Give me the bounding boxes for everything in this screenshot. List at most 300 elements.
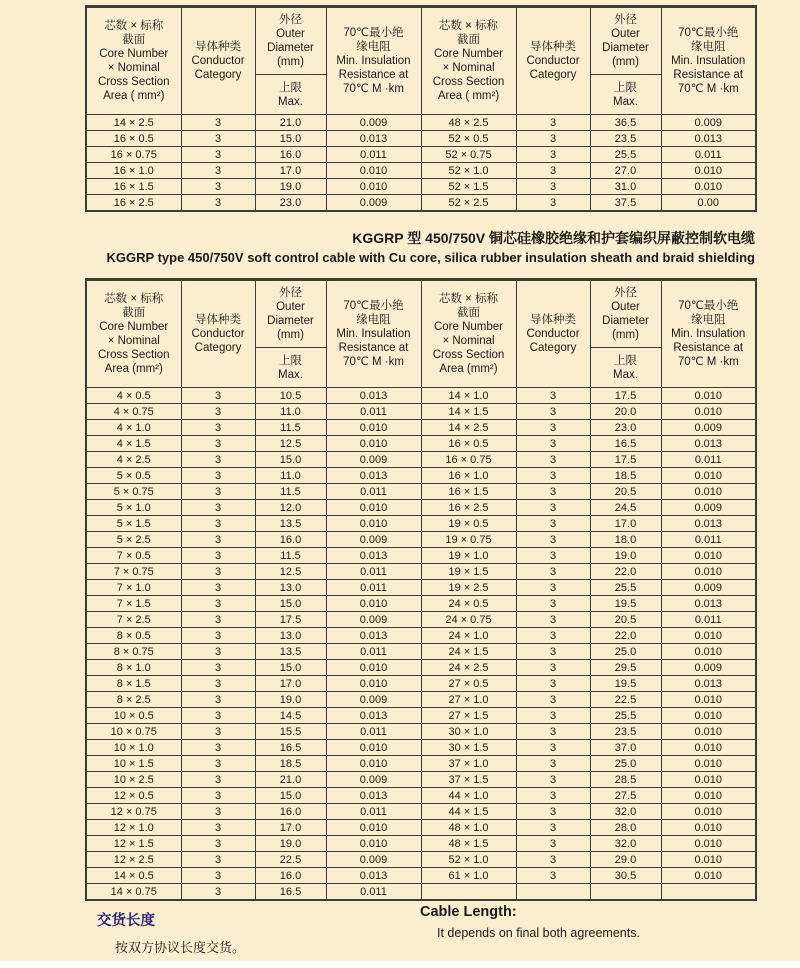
spec-cell: 44 × 1.5: [421, 804, 516, 820]
spec-cell: 14 × 0.5: [86, 868, 181, 884]
spec-row: [86, 564, 756, 580]
spec-cell: 4 × 2.5: [86, 452, 181, 468]
spec-cell: 0.009: [326, 852, 421, 868]
spec-cell: 12 × 1.0: [86, 820, 181, 836]
spec-cell: 0.010: [326, 676, 421, 692]
spec-cell: 0.010: [661, 388, 756, 404]
spec-cell: 0.010: [661, 468, 756, 484]
spec-cell: 20.0: [590, 404, 661, 420]
spec-cell: 0.010: [326, 500, 421, 516]
spec-cell: 27 × 1.0: [421, 692, 516, 708]
spec-cell: 19.5: [590, 676, 661, 692]
spec-cell: 16 × 2.5: [421, 500, 516, 516]
spec-cell: 48 × 1.5: [421, 836, 516, 852]
col-header-outer-max: 上限 Max.: [590, 75, 661, 115]
spec-cell: 0.009: [326, 532, 421, 548]
spec-cell: 0.011: [326, 484, 421, 500]
spec-cell: 12 × 0.5: [86, 788, 181, 804]
spec-cell: 8 × 0.75: [86, 644, 181, 660]
spec-cell: 0.010: [326, 660, 421, 676]
spec-cell: 3: [516, 740, 590, 756]
spec-cell: 29.0: [590, 852, 661, 868]
spec-cell: 24 × 0.5: [421, 596, 516, 612]
spec-cell: 24 × 2.5: [421, 660, 516, 676]
spec-cell: 13.5: [255, 516, 326, 532]
spec-row: [86, 596, 756, 612]
spec-cell: 37 × 1.0: [421, 756, 516, 772]
spec-cell: 17.5: [590, 388, 661, 404]
spec-cell: 0.013: [326, 708, 421, 724]
spec-cell: 19.0: [255, 692, 326, 708]
spec-cell: 5 × 1.5: [86, 516, 181, 532]
spec-cell: 3: [181, 580, 255, 596]
spec-cell: 3: [181, 516, 255, 532]
spec-cell: 0.010: [326, 756, 421, 772]
spec-cell: 0.013: [661, 436, 756, 452]
spec-cell: 0.010: [661, 644, 756, 660]
spec-cell: 4 × 0.5: [86, 388, 181, 404]
spec-cell: 3: [181, 404, 255, 420]
spec-cell: 10.5: [255, 388, 326, 404]
spec-cell: 37 × 1.5: [421, 772, 516, 788]
spec-cell: 3: [181, 163, 255, 179]
spec-cell: 0.013: [326, 868, 421, 884]
cable-length-heading-en: Cable Length:: [420, 904, 517, 920]
spec-cell: 0.010: [661, 163, 756, 179]
spec-cell: 0.013: [661, 131, 756, 147]
spec-cell: 48 × 1.0: [421, 820, 516, 836]
spec-row: [86, 532, 756, 548]
spec-cell: 3: [516, 195, 590, 212]
spec-row: [86, 628, 756, 644]
spec-cell: 28.0: [590, 820, 661, 836]
spec-cell: 0.010: [661, 564, 756, 580]
spec-cell: 3: [516, 772, 590, 788]
spec-cell: 52 × 2.5: [421, 195, 516, 212]
spec-cell: 0.009: [661, 420, 756, 436]
spec-cell: 0.009: [661, 500, 756, 516]
spec-cell: 0.009: [326, 692, 421, 708]
spec-cell: 14 × 1.5: [421, 404, 516, 420]
spec-cell: 3: [516, 532, 590, 548]
spec-cell: 22.0: [590, 564, 661, 580]
spec-cell: 0.010: [661, 548, 756, 564]
section-title: [85, 229, 755, 267]
spec-cell: 12 × 2.5: [86, 852, 181, 868]
spec-cell: 0.011: [326, 404, 421, 420]
spec-cell: 3: [516, 548, 590, 564]
spec-cell: 0.010: [326, 420, 421, 436]
spec-cell: 14 × 1.0: [421, 388, 516, 404]
spec-cell: 16 × 2.5: [86, 195, 181, 212]
spec-cell: 0.010: [661, 692, 756, 708]
spec-cell: 25.5: [590, 580, 661, 596]
spec-table-top: [85, 5, 757, 212]
spec-cell: 14 × 0.75: [86, 884, 181, 901]
spec-cell: 3: [181, 772, 255, 788]
spec-cell: 14 × 2.5: [86, 115, 181, 131]
spec-cell: 24 × 1.0: [421, 628, 516, 644]
spec-cell: 0.010: [661, 852, 756, 868]
spec-cell: 3: [516, 836, 590, 852]
spec-cell: 0.013: [661, 676, 756, 692]
spec-cell: 0.010: [326, 820, 421, 836]
spec-cell: 30 × 1.0: [421, 724, 516, 740]
spec-cell: 16 × 1.5: [86, 179, 181, 195]
spec-cell: 15.5: [255, 724, 326, 740]
spec-cell: 3: [516, 516, 590, 532]
spec-cell: 3: [181, 644, 255, 660]
spec-cell: 3: [181, 388, 255, 404]
spec-cell: 12 × 0.75: [86, 804, 181, 820]
spec-row: [86, 163, 756, 179]
spec-cell: 17.0: [255, 676, 326, 692]
spec-cell: 13.0: [255, 580, 326, 596]
spec-cell: 37.5: [590, 195, 661, 212]
spec-cell: 0.009: [661, 115, 756, 131]
spec-cell: 0.009: [326, 195, 421, 212]
spec-cell: 3: [181, 179, 255, 195]
spec-cell: 5 × 0.5: [86, 468, 181, 484]
spec-cell: 3: [516, 468, 590, 484]
spec-cell: 3: [516, 131, 590, 147]
spec-cell: 0.010: [326, 179, 421, 195]
spec-cell: 15.0: [255, 788, 326, 804]
spec-cell: 3: [516, 852, 590, 868]
spec-cell: 7 × 1.0: [86, 580, 181, 596]
col-header-min-insulation: 70℃最小绝 缘电阻 Min. Insulation Resistance at 70℃ M ·km: [661, 7, 756, 115]
spec-cell: 14.5: [255, 708, 326, 724]
spec-cell: 23.0: [255, 195, 326, 212]
spec-cell: 3: [516, 596, 590, 612]
spec-cell: 0.010: [661, 724, 756, 740]
spec-cell: 0.011: [326, 644, 421, 660]
spec-row: [86, 131, 756, 147]
spec-row: [86, 420, 756, 436]
spec-cell: 0.009: [326, 452, 421, 468]
spec-row: [86, 756, 756, 772]
spec-cell: 4 × 1.0: [86, 420, 181, 436]
spec-cell: 16 × 0.5: [86, 131, 181, 147]
spec-cell: 3: [516, 436, 590, 452]
col-header-conductor-category: 导体种类 Conductor Category: [516, 280, 590, 388]
spec-cell: 11.0: [255, 468, 326, 484]
spec-cell: 12.5: [255, 436, 326, 452]
spec-cell: 0.013: [661, 596, 756, 612]
spec-cell: 0.011: [661, 452, 756, 468]
spec-row: [86, 676, 756, 692]
spec-cell: 3: [516, 644, 590, 660]
spec-cell: [590, 884, 661, 901]
spec-cell: 16.0: [255, 147, 326, 163]
spec-cell: 10 × 0.5: [86, 708, 181, 724]
spec-cell: 14 × 2.5: [421, 420, 516, 436]
spec-cell: 16 × 0.75: [421, 452, 516, 468]
spec-cell: 22.5: [590, 692, 661, 708]
spec-cell: 3: [516, 628, 590, 644]
spec-cell: 11.0: [255, 404, 326, 420]
spec-cell: 25.5: [590, 708, 661, 724]
cable-length-heading-cn: 交货长度: [97, 913, 155, 929]
footer-notes: [0, 903, 800, 960]
spec-cell: 3: [181, 452, 255, 468]
spec-cell: 0.010: [326, 163, 421, 179]
spec-cell: 0.013: [326, 788, 421, 804]
spec-cell: 16.5: [255, 740, 326, 756]
spec-row: [86, 852, 756, 868]
spec-cell: 18.0: [590, 532, 661, 548]
spec-cell: 28.5: [590, 772, 661, 788]
spec-cell: 21.0: [255, 772, 326, 788]
spec-cell: 19.0: [255, 179, 326, 195]
spec-cell: 16 × 0.75: [86, 147, 181, 163]
spec-cell: 0.010: [326, 436, 421, 452]
col-header-core-number: 芯数 × 标称 截面 Core Number × Nominal Cross Section Area ( mm²): [421, 7, 516, 115]
spec-cell: 10 × 0.75: [86, 724, 181, 740]
spec-cell: 3: [516, 163, 590, 179]
spec-cell: 3: [516, 388, 590, 404]
spec-cell: 0.010: [661, 756, 756, 772]
spec-cell: 5 × 0.75: [86, 484, 181, 500]
spec-row: [86, 868, 756, 884]
spec-cell: 3: [181, 628, 255, 644]
spec-cell: 3: [181, 195, 255, 212]
col-header-core-number: 芯数 × 标称 截面 Core Number × Nominal Cross Section Area (mm²): [421, 280, 516, 388]
spec-cell: 0.011: [326, 804, 421, 820]
spec-cell: 4 × 0.75: [86, 404, 181, 420]
spec-cell: 19.5: [590, 596, 661, 612]
spec-cell: 18.5: [255, 756, 326, 772]
spec-row: [86, 452, 756, 468]
spec-row: [86, 388, 756, 404]
spec-cell: 5 × 1.0: [86, 500, 181, 516]
spec-row: [86, 788, 756, 804]
spec-cell: 8 × 0.5: [86, 628, 181, 644]
spec-cell: 25.0: [590, 756, 661, 772]
spec-cell: 3: [516, 564, 590, 580]
section-title-cn: KGGRP 型 450/750V 铜芯硅橡胶绝缘和护套编织屏蔽控制软电缆: [352, 230, 755, 246]
spec-row: [86, 548, 756, 564]
spec-cell: 3: [516, 484, 590, 500]
spec-cell: 0.010: [661, 788, 756, 804]
spec-cell: 8 × 1.0: [86, 660, 181, 676]
spec-cell: 3: [181, 660, 255, 676]
spec-cell: 3: [181, 756, 255, 772]
spec-cell: 3: [516, 788, 590, 804]
spec-cell: 3: [181, 532, 255, 548]
spec-cell: 3: [181, 500, 255, 516]
spec-cell: 52 × 1.0: [421, 852, 516, 868]
spec-cell: 8 × 1.5: [86, 676, 181, 692]
spec-cell: 52 × 1.0: [421, 163, 516, 179]
spec-cell: 0.010: [326, 516, 421, 532]
spec-cell: 3: [181, 692, 255, 708]
spec-cell: 44 × 1.0: [421, 788, 516, 804]
col-header-outer-diameter: 外径 Outer Diameter (mm): [255, 280, 326, 348]
spec-cell: 12.0: [255, 500, 326, 516]
spec-cell: 15.0: [255, 660, 326, 676]
col-header-outer-max: 上限 Max.: [590, 348, 661, 388]
spec-row: [86, 644, 756, 660]
spec-cell: 52 × 0.75: [421, 147, 516, 163]
spec-cell: 0.010: [661, 772, 756, 788]
col-header-min-insulation: 70℃最小绝 缘电阻 Min. Insulation Resistance at 70℃ M ·km: [661, 280, 756, 388]
spec-cell: 13.0: [255, 628, 326, 644]
spec-row: [86, 692, 756, 708]
spec-cell: 13.5: [255, 644, 326, 660]
spec-cell: 23.5: [590, 724, 661, 740]
spec-cell: 19.0: [590, 548, 661, 564]
spec-cell: 15.0: [255, 596, 326, 612]
spec-cell: 0.010: [326, 596, 421, 612]
spec-row: [86, 115, 756, 131]
spec-cell: [661, 884, 756, 901]
spec-cell: 23.5: [590, 131, 661, 147]
spec-cell: 3: [516, 580, 590, 596]
spec-cell: 3: [516, 692, 590, 708]
spec-cell: 3: [181, 115, 255, 131]
spec-cell: 12.5: [255, 564, 326, 580]
spec-cell: 3: [181, 884, 255, 901]
spec-row: [86, 660, 756, 676]
spec-cell: 61 × 1.0: [421, 868, 516, 884]
spec-cell: 16 × 1.5: [421, 484, 516, 500]
col-header-min-insulation: 70℃最小绝 缘电阻 Min. Insulation Resistance at 70℃ M ·km: [326, 280, 421, 388]
spec-cell: 19.0: [255, 836, 326, 852]
spec-table-kggrp-body: [86, 388, 756, 901]
cable-length-text-en: It depends on final both agreements.: [437, 926, 640, 940]
spec-cell: 0.010: [661, 868, 756, 884]
spec-cell: 3: [181, 852, 255, 868]
spec-cell: 3: [516, 612, 590, 628]
spec-row: [86, 195, 756, 212]
spec-cell: 27.0: [590, 163, 661, 179]
spec-row: [86, 804, 756, 820]
col-header-outer-max: 上限 Max.: [255, 348, 326, 388]
spec-cell: 3: [516, 724, 590, 740]
spec-cell: 24 × 1.5: [421, 644, 516, 660]
spec-cell: 16.5: [590, 436, 661, 452]
cable-length-text-cn: 按双方协议长度交货。: [115, 940, 246, 955]
page-bottom-margin: [0, 961, 800, 968]
spec-cell: 0.010: [661, 740, 756, 756]
spec-cell: 3: [516, 756, 590, 772]
spec-cell: 0.010: [661, 404, 756, 420]
spec-cell: 25.0: [590, 644, 661, 660]
spec-cell: 32.0: [590, 836, 661, 852]
spec-cell: 0.009: [326, 115, 421, 131]
spec-cell: 0.013: [326, 131, 421, 147]
spec-cell: [516, 884, 590, 901]
spec-row: [86, 772, 756, 788]
spec-row: [86, 884, 756, 901]
spec-cell: 36.5: [590, 115, 661, 131]
spec-cell: 0.010: [661, 179, 756, 195]
spec-cell: 30.5: [590, 868, 661, 884]
spec-cell: 3: [181, 708, 255, 724]
spec-cell: 12 × 1.5: [86, 836, 181, 852]
spec-cell: 20.5: [590, 612, 661, 628]
spec-cell: 0.013: [326, 388, 421, 404]
spec-row: [86, 516, 756, 532]
spec-row: [86, 836, 756, 852]
col-header-outer-max: 上限 Max.: [255, 75, 326, 115]
spec-cell: 3: [516, 404, 590, 420]
spec-cell: 19 × 1.0: [421, 548, 516, 564]
spec-cell: 3: [181, 548, 255, 564]
spec-row: [86, 468, 756, 484]
spec-cell: 3: [516, 708, 590, 724]
spec-cell: 3: [516, 147, 590, 163]
spec-cell: 30 × 1.5: [421, 740, 516, 756]
spec-cell: 17.0: [255, 163, 326, 179]
spec-cell: 19 × 2.5: [421, 580, 516, 596]
spec-cell: 0.010: [661, 804, 756, 820]
spec-cell: 7 × 0.5: [86, 548, 181, 564]
spec-cell: 0.011: [326, 884, 421, 901]
spec-cell: 15.0: [255, 452, 326, 468]
spec-cell: 4 × 1.5: [86, 436, 181, 452]
spec-row: [86, 500, 756, 516]
spec-cell: 0.013: [326, 548, 421, 564]
spec-cell: 3: [516, 500, 590, 516]
spec-cell: 0.011: [661, 532, 756, 548]
spec-cell: 10 × 2.5: [86, 772, 181, 788]
spec-cell: 3: [181, 596, 255, 612]
spec-cell: 0.011: [326, 724, 421, 740]
spec-cell: 3: [181, 436, 255, 452]
spec-cell: 3: [516, 804, 590, 820]
spec-cell: 3: [516, 179, 590, 195]
spec-cell: 19 × 1.5: [421, 564, 516, 580]
col-header-conductor-category: 导体种类 Conductor Category: [181, 280, 255, 388]
spec-cell: 20.5: [590, 484, 661, 500]
spec-cell: 18.5: [590, 468, 661, 484]
spec-cell: 23.0: [590, 420, 661, 436]
spec-cell: 0.013: [326, 468, 421, 484]
spec-cell: 0.010: [661, 708, 756, 724]
spec-row: [86, 404, 756, 420]
spec-cell: 3: [516, 420, 590, 436]
spec-table-kggrp: [85, 278, 757, 901]
spec-cell: 8 × 2.5: [86, 692, 181, 708]
spec-cell: 22.5: [255, 852, 326, 868]
col-header-min-insulation: 70℃最小绝 缘电阻 Min. Insulation Resistance at 70℃ M ·km: [326, 7, 421, 115]
spec-cell: 3: [181, 131, 255, 147]
spec-cell: 3: [181, 612, 255, 628]
spec-cell: 3: [516, 452, 590, 468]
spec-cell: 3: [181, 147, 255, 163]
spec-cell: 37.0: [590, 740, 661, 756]
spec-cell: 3: [181, 676, 255, 692]
spec-row: [86, 580, 756, 596]
spec-cell: 0.010: [661, 836, 756, 852]
spec-cell: 0.011: [661, 612, 756, 628]
spec-cell: 0.013: [326, 628, 421, 644]
spec-cell: 24.5: [590, 500, 661, 516]
spec-cell: 0.009: [661, 660, 756, 676]
spec-row: [86, 147, 756, 163]
spec-cell: 16 × 1.0: [86, 163, 181, 179]
spec-cell: 27 × 0.5: [421, 676, 516, 692]
col-header-core-number: 芯数 × 标称 截面 Core Number × Nominal Cross Section Area (mm²): [86, 280, 181, 388]
spec-row: [86, 179, 756, 195]
spec-cell: 16.5: [255, 884, 326, 901]
col-header-conductor-category: 导体种类 Conductor Category: [181, 7, 255, 115]
spec-cell: 7 × 2.5: [86, 612, 181, 628]
spec-row: [86, 724, 756, 740]
spec-cell: 3: [181, 788, 255, 804]
